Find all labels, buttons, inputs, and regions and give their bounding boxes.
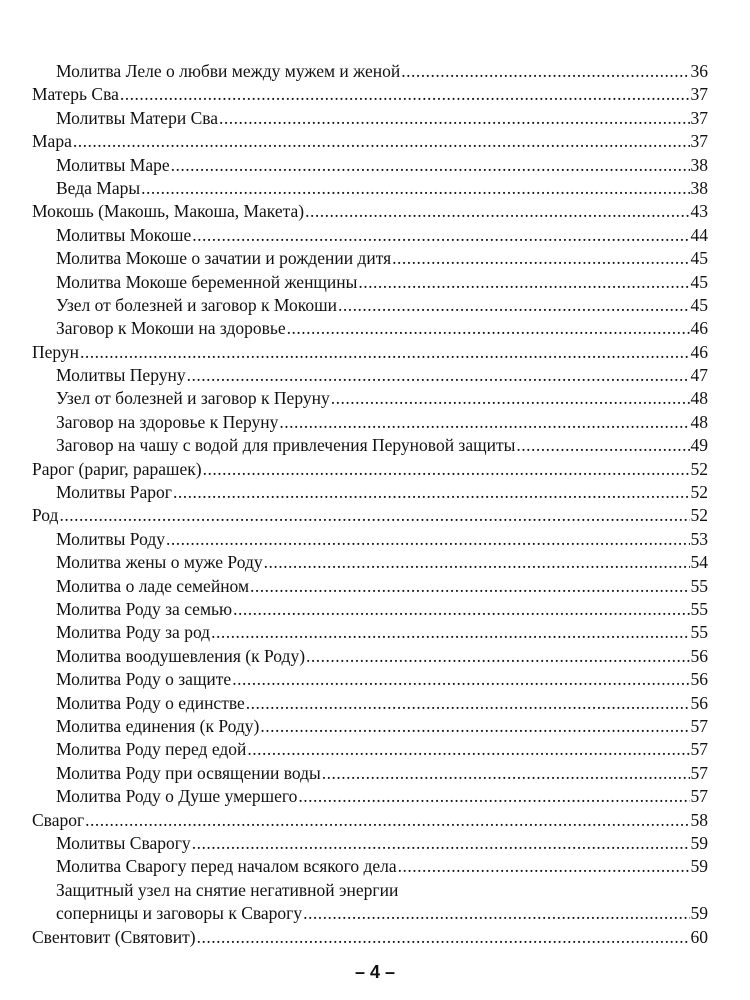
toc-entry-title: Молитва Роду при освящении воды [56, 762, 321, 783]
toc-entry-title: Молитва Мокоше о зачатии и рождении дитя [56, 248, 392, 269]
toc-leader-dots [305, 200, 689, 223]
toc-entry-title: Молитвы Мокоше [56, 224, 192, 245]
toc-leader-dots [73, 130, 690, 153]
toc-entry [32, 855, 708, 878]
toc-leader-dots [232, 668, 689, 691]
toc-entry-page: 58 [690, 809, 708, 830]
toc-entry-page: 56 [690, 669, 708, 690]
toc-leader-dots [187, 364, 690, 387]
toc-entry-page: 37 [690, 84, 708, 105]
toc-leader-dots [141, 177, 689, 200]
toc-entry-page: 46 [690, 341, 708, 362]
toc-leader-dots [192, 224, 689, 247]
toc-entry-title: Молитва Роду о единстве [56, 692, 245, 713]
toc-entry-page: 52 [690, 458, 708, 479]
toc-leader-dots [250, 575, 689, 598]
toc-entry-title-line1: Защитный узел на снятие негативной энергии [56, 880, 399, 900]
toc-entry-title: Мокошь (Макошь, Макоша, Макета) [32, 201, 305, 222]
toc-entry-title: Молитвы Перуну [56, 365, 186, 386]
toc-entry [32, 247, 708, 270]
toc-entry [32, 458, 708, 481]
toc-entry [32, 832, 708, 855]
toc-entry-title: Молитва Роду за род [56, 622, 211, 643]
toc-entry-page: 55 [690, 575, 708, 596]
toc-entry-title: Мара [32, 131, 72, 152]
toc-entry-page: 52 [690, 505, 708, 526]
toc-entry-title: Молитва Сварогу перед началом всякого дела [56, 856, 397, 877]
toc-entry [32, 434, 708, 457]
toc-entry-page: 49 [690, 435, 708, 456]
toc-entry-page: 56 [690, 645, 708, 666]
toc-entry [32, 154, 708, 177]
toc-entry-title: Молитвы Матери Сва [56, 107, 219, 128]
toc-entry-page: 57 [690, 786, 708, 807]
toc-leader-dots [211, 621, 689, 644]
toc-entry-title: Заговор на здоровье к Перуну [56, 411, 279, 432]
toc-entry-page: 57 [690, 739, 708, 760]
toc-leader-dots [120, 83, 690, 106]
toc-entry [32, 271, 708, 294]
toc-entry-page: 36 [690, 61, 708, 81]
toc-entry-last [32, 926, 708, 949]
toc-entry-title: Молитвы Маре [56, 154, 170, 175]
toc-leader-dots [203, 458, 690, 481]
toc-leader-dots [516, 434, 689, 457]
toc-leader-dots [287, 317, 690, 340]
toc-entry-title: Заговор к Мокоши на здоровье [56, 318, 286, 339]
toc-entry-title: Молитва Роду перед едой [56, 739, 247, 760]
toc-entry-page: 59 [690, 832, 708, 853]
toc-entry-page: 43 [690, 201, 708, 222]
toc-entry [32, 317, 708, 340]
toc-entry [32, 200, 708, 223]
toc-entry-page: 60 [690, 926, 708, 947]
table-of-contents [32, 60, 708, 879]
toc-leader-dots [166, 528, 690, 551]
toc-entry-page: 44 [690, 224, 708, 245]
toc-leader-dots [338, 294, 690, 317]
toc-entry-title: Сварог [32, 809, 85, 830]
toc-entry-title: Молитва единения (к Роду) [56, 715, 260, 736]
toc-entry-page: 59 [690, 856, 708, 877]
toc-leader-dots [298, 785, 689, 808]
toc-entry [32, 294, 708, 317]
toc-entry-page: 57 [690, 762, 708, 783]
toc-entry [32, 60, 708, 83]
toc-entry [32, 364, 708, 387]
toc-entry-page: 45 [690, 271, 708, 292]
toc-leader-dots [303, 902, 689, 925]
toc-entry [32, 224, 708, 247]
toc-entry-page: 55 [690, 598, 708, 619]
toc-entry-page: 38 [690, 154, 708, 175]
toc-entry-page: 55 [690, 622, 708, 643]
toc-entry-title: Молитва Мокоше беременной женщины [56, 271, 358, 292]
toc-entry-title: Молитва Роду о защите [56, 669, 232, 690]
toc-leader-dots [392, 247, 689, 270]
toc-entry-title: Молитвы Сварогу [56, 832, 191, 853]
toc-entry-page: 57 [690, 715, 708, 736]
toc-entry [32, 692, 708, 715]
toc-entry-title: Род [32, 505, 59, 526]
toc-entry-title: Свентовит (Святовит) [32, 926, 196, 947]
toc-entry-title: Узел от болезней и заговор к Мокоши [56, 294, 337, 315]
toc-entry-page: 48 [690, 388, 708, 409]
toc-entry [32, 645, 708, 668]
toc-leader-dots [306, 645, 689, 668]
toc-entry [32, 598, 708, 621]
toc-entry [32, 668, 708, 691]
toc-entry [32, 177, 708, 200]
toc-leader-dots [80, 341, 689, 364]
toc-leader-dots [279, 411, 689, 434]
toc-leader-dots [171, 154, 690, 177]
toc-entry-title: Рарог (рариг, рарашек) [32, 458, 202, 479]
toc-entry [32, 387, 708, 410]
toc-entry-page: 37 [690, 131, 708, 152]
toc-entry-title: Матерь Сва [32, 84, 119, 105]
toc-entry-title: Молитва Роду за семью [56, 598, 233, 619]
toc-entry-page: 59 [690, 903, 708, 924]
toc-entry [32, 504, 708, 527]
toc-leader-dots [398, 855, 690, 878]
toc-leader-dots [173, 481, 690, 504]
toc-entry-page: 56 [690, 692, 708, 713]
toc-entry [32, 809, 708, 832]
toc-entry [32, 738, 708, 761]
toc-entry-title: Молитвы Рарог [56, 482, 172, 503]
toc-entry-wrapped [32, 879, 708, 926]
toc-entry-title: Молитвы Роду [56, 528, 165, 549]
page-number: – 4 – [354, 962, 396, 982]
toc-leader-dots [264, 551, 690, 574]
toc-leader-dots [331, 387, 690, 410]
toc-leader-dots [358, 271, 689, 294]
toc-entry [32, 411, 708, 434]
toc-entry-title: Молитва воодушевления (к Роду) [56, 645, 306, 666]
toc-entry [32, 785, 708, 808]
toc-entry [32, 107, 708, 130]
toc-leader-dots [192, 832, 690, 855]
toc-leader-dots [85, 809, 689, 832]
toc-entry [32, 715, 708, 738]
toc-leader-dots [233, 598, 689, 621]
toc-leader-dots [260, 715, 689, 738]
toc-entry-page: 52 [690, 482, 708, 503]
toc-leader-dots [59, 504, 689, 527]
toc-leader-dots [247, 738, 689, 761]
toc-entry-title: Заговор на чашу с водой для привлечения Перуновой защиты [56, 435, 516, 456]
toc-entry-page: 37 [690, 107, 708, 128]
toc-leader-dots [246, 692, 690, 715]
toc-entry [32, 481, 708, 504]
toc-entry-title: Перун [32, 341, 80, 362]
toc-entry [32, 621, 708, 644]
table-of-contents-tail [32, 879, 708, 949]
toc-entry-page: 47 [690, 365, 708, 386]
toc-entry-title: Веда Мары [56, 177, 141, 198]
toc-entry-title: Молитва о ладе семейном [56, 575, 250, 596]
toc-entry-page: 46 [690, 318, 708, 339]
toc-leader-dots [322, 762, 690, 785]
toc-entry-page: 53 [690, 528, 708, 549]
toc-leader-dots [197, 926, 690, 949]
toc-entry-page: 45 [690, 248, 708, 269]
toc-entry-title: Узел от болезней и заговор к Перуну [56, 388, 330, 409]
toc-entry-title-line2: соперницы и заговоры к Сварогу [56, 903, 303, 924]
toc-entry [32, 83, 708, 106]
toc-entry [32, 528, 708, 551]
toc-leader-dots [401, 60, 689, 83]
toc-entry [32, 762, 708, 785]
toc-entry-title: Молитва Леле о любви между мужем и женой [56, 61, 401, 81]
toc-entry [32, 551, 708, 574]
toc-entry-page: 54 [690, 552, 708, 573]
toc-entry-title: Молитва Роду о Душе умершего [56, 786, 298, 807]
toc-entry [32, 575, 708, 598]
toc-entry [32, 341, 708, 364]
toc-entry-page: 48 [690, 411, 708, 432]
toc-entry [32, 130, 708, 153]
toc-entry-title: Молитва жены о муже Роду [56, 552, 263, 573]
toc-leader-dots [219, 107, 689, 130]
toc-entry-page: 38 [690, 177, 708, 198]
toc-entry-page: 45 [690, 294, 708, 315]
